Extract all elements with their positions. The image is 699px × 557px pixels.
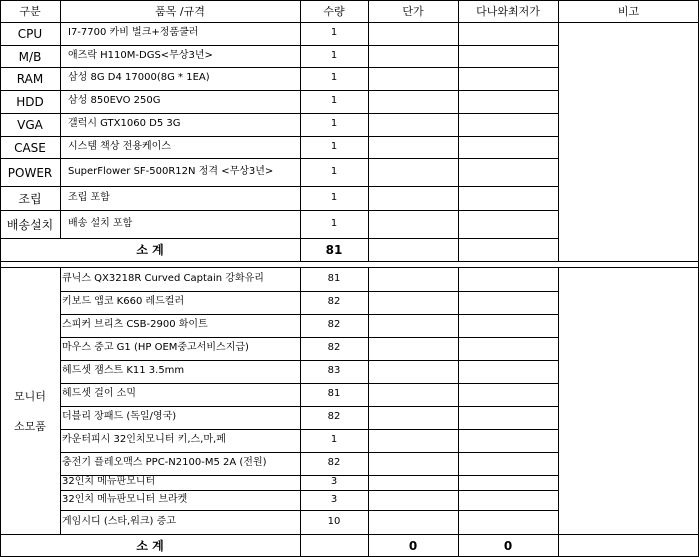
part-item: 갤럭시 GTX1060 D5 3G [68, 118, 181, 129]
subtotal-label: 소 계 [136, 539, 164, 553]
part-item: 조립 포함 [68, 192, 110, 203]
part-item: 애즈락 H110M-DGS<무상3년> [68, 50, 213, 61]
grid-line [368, 0, 369, 23]
part-item: 시스템 책상 전용케이스 [68, 141, 171, 152]
grid-line [60, 267, 61, 535]
grid-line [60, 383, 559, 384]
part-category: 배송설치 [6, 218, 54, 232]
monitor-item: 카운터피시 32인치모니터 키,스,마,페 [62, 434, 226, 445]
group-label-consumables: 소모품 [14, 420, 46, 433]
part-qty: 1 [330, 95, 338, 106]
monitor-qty: 81 [327, 273, 341, 284]
part-category: CPU [17, 27, 43, 41]
header-unit-price: 단가 [402, 5, 424, 18]
grid-line [300, 534, 301, 557]
grid-line [60, 490, 559, 491]
monitor-item: 더블리 장패드 (독일/영국) [62, 411, 177, 422]
grid-line [558, 267, 559, 535]
grid-line [458, 238, 459, 262]
part-qty: 1 [330, 118, 338, 129]
part-qty: 1 [330, 27, 338, 38]
subtotal-qty: 81 [325, 243, 343, 257]
grid-line [368, 22, 369, 239]
grid-line [60, 406, 559, 407]
part-item: 배송 설치 포함 [68, 218, 133, 229]
monitor-qty: 81 [327, 388, 341, 399]
monitor-item: 큐닉스 QX3218R Curved Captain 강화유리 [62, 273, 264, 284]
grid-line [0, 113, 559, 114]
group-label-monitor: 모니터 [14, 390, 46, 403]
grid-line [458, 22, 459, 239]
part-category: POWER [7, 166, 53, 180]
monitor-qty: 1 [330, 434, 338, 445]
header-qty: 수량 [323, 5, 345, 18]
grid-line [558, 238, 559, 262]
grid-line [0, 238, 559, 239]
grid-line [60, 475, 559, 476]
grid-line [368, 267, 369, 535]
monitor-item: 헤드셋 걸이 소믹 [62, 388, 136, 399]
monitor-item: 32인치 메뉴판모니터 [62, 476, 156, 487]
grid-line [0, 0, 1, 557]
grid-line [60, 0, 61, 23]
part-category: RAM [16, 72, 44, 86]
grid-line [300, 238, 301, 262]
grid-line [558, 534, 559, 557]
part-item: SuperFlower SF-500R12N 정격 <무상3년> [68, 166, 274, 177]
subtotal-unit-price: 0 [408, 539, 418, 553]
grid-line [458, 0, 459, 23]
part-category: HDD [16, 95, 44, 109]
grid-line [558, 0, 559, 23]
monitor-qty: 82 [327, 411, 341, 422]
grid-line [368, 534, 369, 557]
monitor-item: 32인치 메뉴판모니터 브라켓 [62, 494, 188, 505]
part-qty: 1 [330, 50, 338, 61]
grid-line [0, 210, 559, 211]
monitor-item: 헤드셋 잼스트 K11 3.5mm [62, 365, 185, 376]
monitor-item: 스피커 브리츠 CSB-2900 화이트 [62, 319, 208, 330]
grid-line [0, 158, 559, 159]
header-danawa-price: 다나와최저가 [476, 5, 540, 18]
grid-line [60, 510, 559, 511]
subtotal-label: 소 계 [136, 243, 164, 257]
monitor-item: 게임시디 (스타,워크) 증고 [62, 516, 176, 527]
grid-line [0, 22, 699, 23]
monitor-qty: 82 [327, 342, 341, 353]
grid-line [60, 452, 559, 453]
grid-line [60, 314, 559, 315]
grid-line [0, 90, 559, 91]
grid-line [458, 267, 459, 535]
grid-line [60, 429, 559, 430]
monitor-qty: 82 [327, 296, 341, 307]
part-category: 조립 [18, 192, 42, 206]
part-category: CASE [14, 141, 46, 155]
grid-line [0, 0, 699, 1]
grid-line [0, 261, 699, 262]
part-qty: 1 [330, 141, 338, 152]
grid-line [0, 136, 559, 137]
subtotal-danawa-price: 0 [503, 539, 513, 553]
grid-line [300, 22, 301, 239]
part-category: VGA [17, 118, 43, 132]
grid-line [0, 67, 559, 68]
monitor-qty: 3 [330, 476, 338, 487]
part-qty: 1 [330, 72, 338, 83]
monitor-qty: 82 [327, 319, 341, 330]
part-item: I7-7700 카비 벌크+정품쿨러 [68, 27, 199, 38]
monitor-qty: 82 [327, 457, 341, 468]
monitor-item: 키보드 앱코 K660 레드컬러 [62, 296, 185, 307]
part-category: M/B [18, 50, 42, 64]
grid-line [368, 238, 369, 262]
part-item: 삼성 850EVO 250G [68, 95, 161, 106]
grid-line [60, 291, 559, 292]
header-item: 품목 /규격 [155, 5, 205, 18]
monitor-qty: 3 [330, 494, 338, 505]
monitor-qty: 10 [327, 516, 341, 527]
grid-line [0, 267, 699, 268]
header-note: 비고 [617, 5, 640, 18]
grid-line [558, 22, 559, 239]
part-qty: 1 [330, 166, 338, 177]
grid-line [300, 267, 301, 535]
grid-line [60, 360, 559, 361]
grid-line [300, 0, 301, 23]
part-qty: 1 [330, 192, 338, 203]
grid-line [0, 45, 559, 46]
grid-line [0, 534, 699, 535]
monitor-item: 충전기 플레오맥스 PPC-N2100-M5 2A (전원) [62, 457, 267, 468]
grid-line [458, 534, 459, 557]
part-item: 삼성 8G D4 17000(8G * 1EA) [68, 72, 210, 83]
part-qty: 1 [330, 218, 338, 229]
monitor-item: 마우스 중고 G1 (HP OEM중고서비스지급) [62, 342, 249, 353]
grid-line [60, 22, 61, 239]
grid-line [60, 337, 559, 338]
header-category: 구분 [19, 5, 41, 18]
grid-line [0, 186, 559, 187]
monitor-qty: 83 [327, 365, 341, 376]
